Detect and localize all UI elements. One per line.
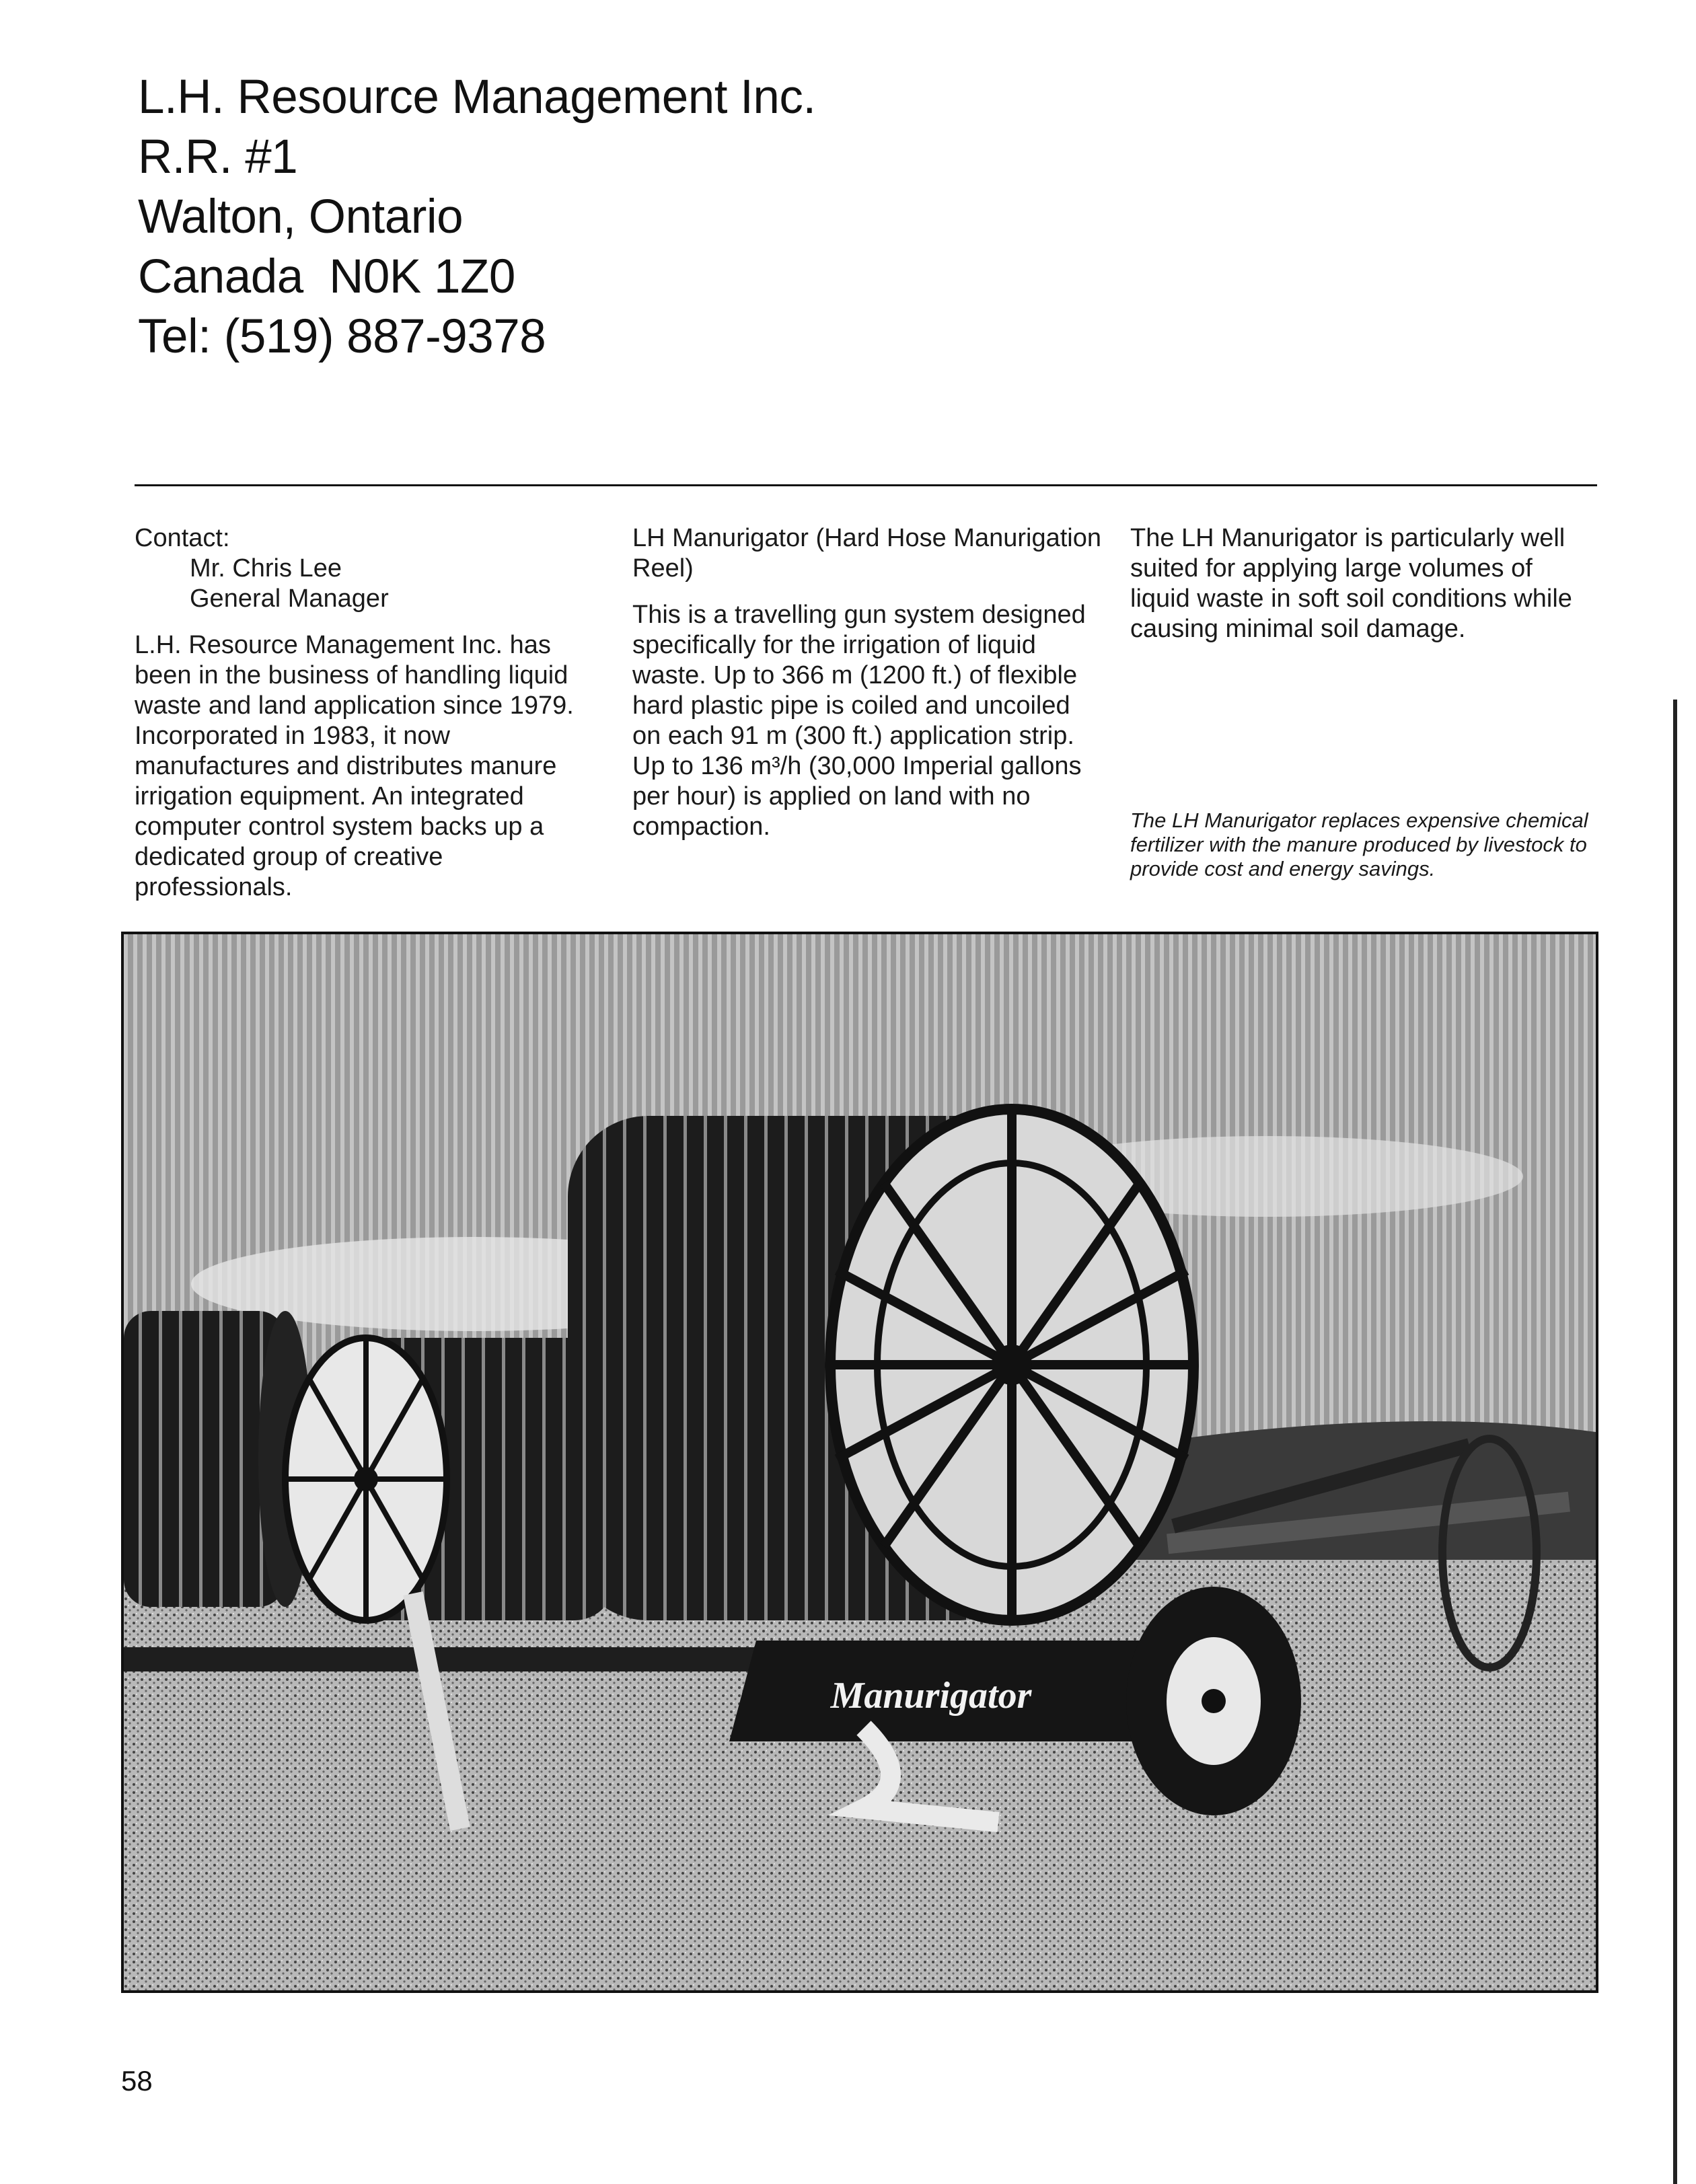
contact-label: Contact:	[135, 524, 230, 552]
product-heading: LH Manurigator (Hard Hose Manurigation Reel)	[632, 524, 1101, 582]
phone-number: Tel: (519) 887-9378	[138, 310, 546, 363]
scan-edge-line	[1673, 700, 1677, 2184]
contact-title: General Manager	[190, 585, 389, 613]
photo-caption: The LH Manurigator replaces expensive chemical fertilizer with the manure produced by livestock to provide cost and energy savings.	[1130, 808, 1588, 880]
company-description: L.H. Resource Management Inc. has been in the business of handling liquid waste and land application since 1979. Incorporated in 1983, it now manufactures and distributes manure irrigation equipment. An integrated computer control system backs up a dedicated group of creative professionals.	[135, 631, 574, 901]
reel-label: Manurigator	[830, 1675, 1032, 1717]
wheel	[1126, 1587, 1301, 1815]
main-reel	[568, 1109, 1193, 1620]
product-description: This is a travelling gun system designed specifically for the irrigation of liquid waste. Up to 366 m (1200 ft.) of flexible hard plastic pipe is coiled and uncoiled on each 91 m (300 ft.) application strip. Up to 136 m³/h (30,000 Imperial gallons per hour) is applied on land with no compaction.	[632, 601, 1086, 841]
address-line-2: Walton, Ontario	[138, 190, 464, 243]
product-photo	[121, 932, 1598, 1993]
address-line-3: Canada N0K 1Z0	[138, 250, 515, 303]
company-name: L.H. Resource Management Inc.	[138, 71, 816, 124]
middle-reel	[285, 1338, 615, 1620]
product-column	[632, 523, 1103, 842]
address-line-1: R.R. #1	[138, 130, 298, 184]
horizontal-divider	[135, 484, 1597, 486]
company-header	[138, 67, 816, 367]
benefit-text: The LH Manurigator is particularly well suited for applying large volumes of liquid waste in soft soil conditions while causing minimal soil damage.	[1130, 524, 1572, 643]
benefit-column	[1130, 523, 1594, 644]
page-number: 58	[121, 2065, 153, 2097]
contact-column	[135, 523, 605, 903]
contact-name: Mr. Chris Lee	[190, 554, 342, 582]
